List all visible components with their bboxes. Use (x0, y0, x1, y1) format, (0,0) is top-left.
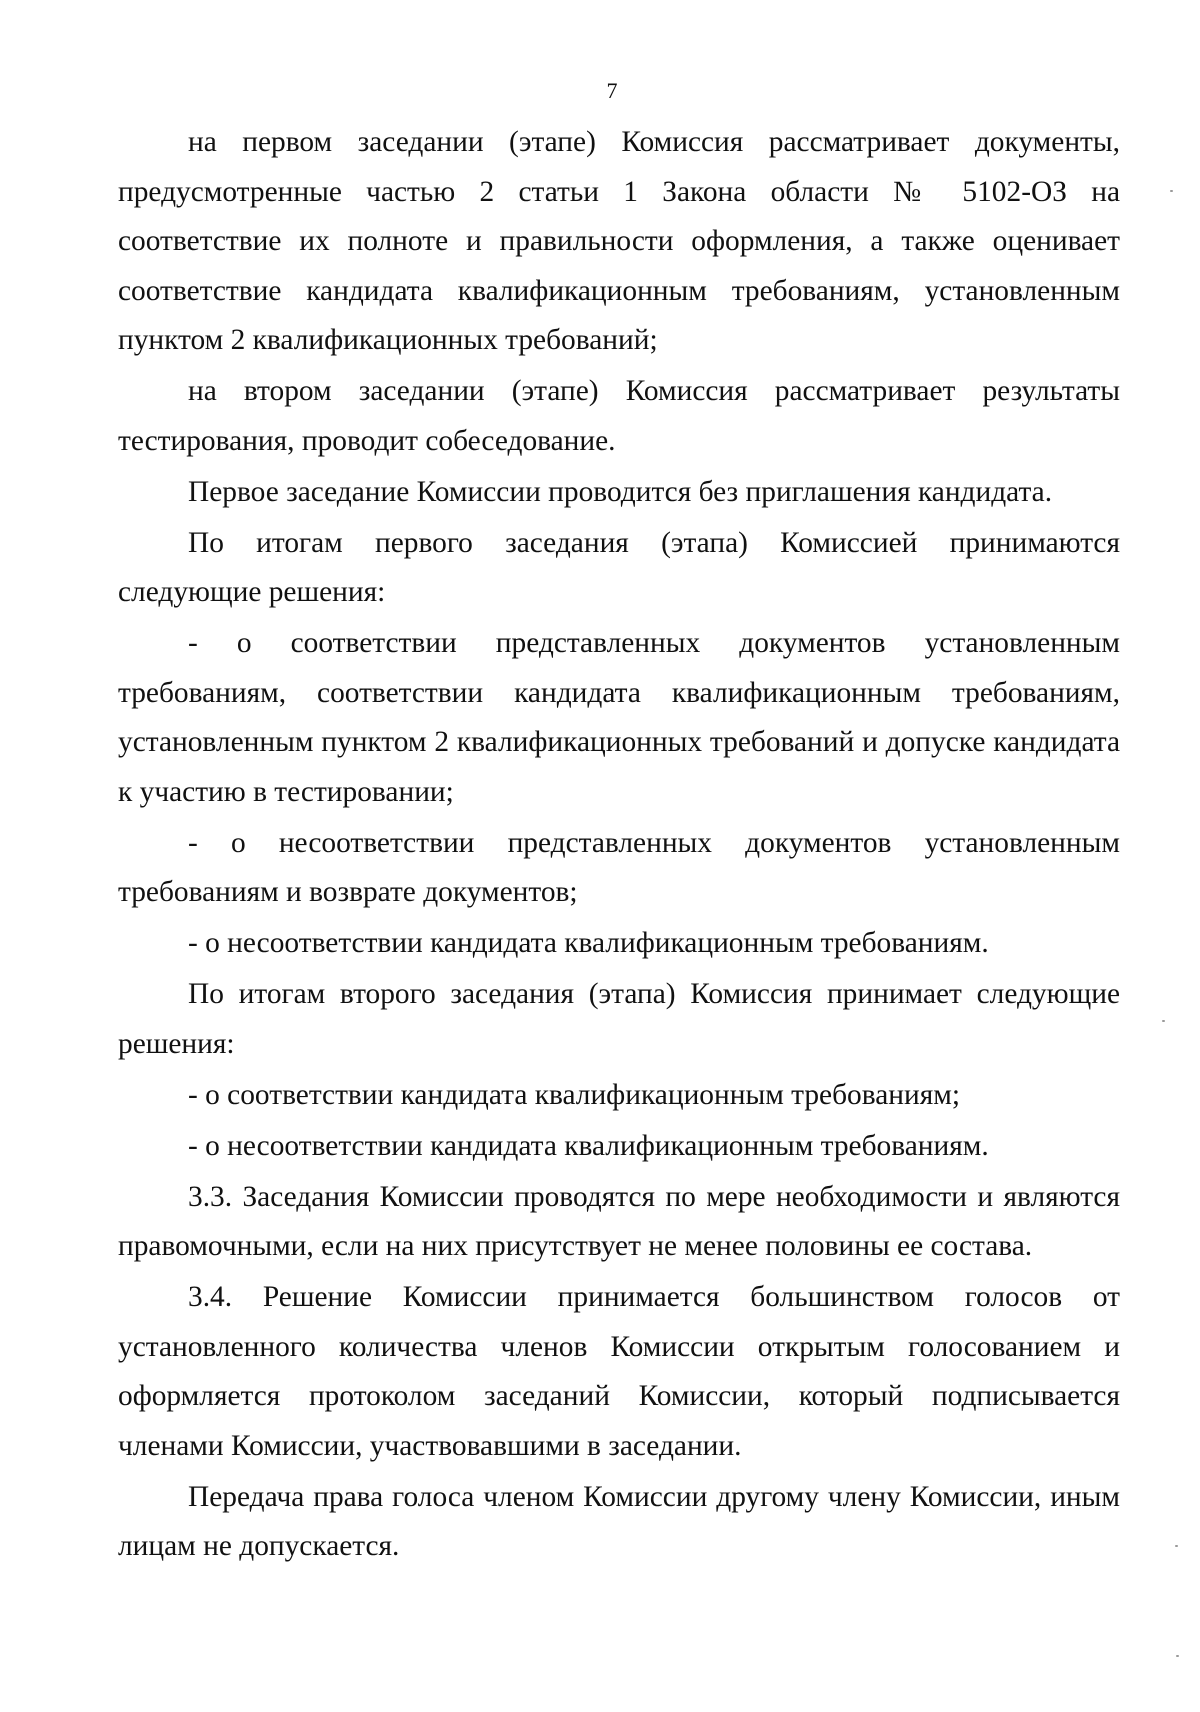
page-number: 7 (606, 78, 618, 103)
paragraph-second-meeting: на втором заседании (этапе) Комиссия рассматривает результаты тестирования, проводит собеседование. (118, 375, 1120, 457)
scan-speck (1176, 1655, 1179, 1657)
scan-speck (1170, 190, 1173, 192)
paragraph-section-3-3: 3.3. Заседания Комиссии проводятся по мере необходимости и являются правомочными, если на них присутствует не менее половины ее состава. (118, 1180, 1120, 1262)
list-item-candidate-noncompliance: - о несоответствии кандидата квалификационным требованиям. (188, 927, 989, 959)
paragraph-first-meeting: на первом заседании (этапе) Комиссия рассматривает документы, предусмотренные частью 2 статьи 1 Закона области № 5102-ОЗ на соответствие их полноте и правильности оформления, а также оценивает соответствие кандидата квалификационным требованиям, установленным пунктом 2 квалификационных требований; (118, 126, 1120, 356)
scan-speck (1175, 1545, 1178, 1547)
paragraph-vote-transfer: Передача права голоса членом Комиссии другому члену Комиссии, иным лицам не допускается. (118, 1480, 1120, 1562)
list-item-candidate-noncompliance-2: - о несоответствии кандидата квалификационным требованиям. (188, 1129, 989, 1162)
paragraph-first-results-intro: По итогам первого заседания (этапа) Комиссией принимаются следующие решения: (118, 526, 1120, 608)
list-item-documents-noncompliance: - о несоответствии представленных документов установленным требованиям и возврате документов; (118, 826, 1120, 908)
scan-speck (1162, 1020, 1165, 1022)
list-item-candidate-compliance: - о соответствии кандидата квалификационным требованиям; (188, 1078, 961, 1111)
paragraph-second-results-intro: По итогам второго заседания (этапа) Комиссия принимает следующие решения: (118, 978, 1120, 1060)
list-item-compliance-admission: - о соответствии представленных документов установленным требованиям, соответствии кандидата квалификационным требованиям, установленным пунктом 2 квалификационных требований и допуске кандидата к участию в тестировании; (118, 627, 1120, 808)
paragraph-no-invitation: Первое заседание Комиссии проводится без приглашения кандидата. (188, 475, 1053, 508)
paragraph-section-3-4: 3.4. Решение Комиссии принимается большинством голосов от установленного количества членов Комиссии открытым голосованием и оформляется протоколом заседаний Комиссии, который подписывается членами Комиссии, участвовавшими в заседании. (118, 1281, 1120, 1462)
document-body (118, 118, 1120, 1573)
